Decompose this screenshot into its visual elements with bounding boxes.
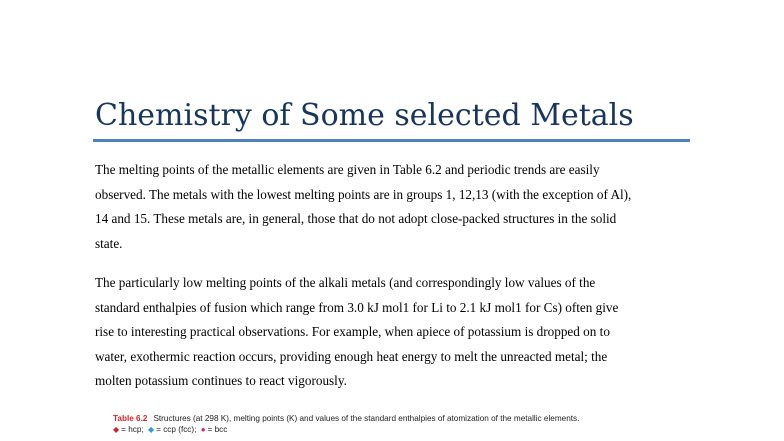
- table-caption-text: Structures (at 298 K), melting points (K) and values of the standard enthalpies of atomization of the metallic elements.: [153, 414, 580, 423]
- title-underline: [93, 139, 690, 142]
- paragraph-alkali-metals: [95, 271, 695, 394]
- paragraph-line: water, exothermic reaction occurs, providing enough heat energy to melt the unreacted metal; the: [95, 348, 608, 364]
- paragraph-line: rise to interesting practical observations. For example, when apiece of potassium is dropped on to: [95, 324, 610, 340]
- legend-text-bcc: = bcc: [207, 425, 228, 434]
- legend-text-ccp: = ccp (fcc);: [156, 425, 197, 434]
- legend-text-hcp: = hcp;: [121, 425, 144, 434]
- paragraph-line: observed. The metals with the lowest melting points are in groups 1, 12,13 (with the exception of Al),: [95, 186, 632, 202]
- paragraph-line: The melting points of the metallic elements are given in Table 6.2 and periodic trends are easily: [95, 162, 600, 177]
- paragraph-line: 14 and 15. These metals are, in general, those that do not adopt close-packed structures in the solid: [95, 211, 617, 227]
- paragraph-line: state.: [95, 235, 123, 251]
- table-caption: [113, 413, 579, 424]
- paragraph-line: The particularly low melting points of the alkali metals (and correspondingly low values of the: [95, 275, 596, 290]
- structure-legend: [113, 424, 229, 435]
- ccp-diamond-icon: ◆: [147, 425, 155, 434]
- paragraph-line: molten potassium continues to react vigorously.: [95, 373, 347, 389]
- hcp-diamond-icon: ◆: [113, 425, 120, 434]
- page-title: Chemistry of Some selected Metals: [95, 98, 634, 133]
- bcc-circle-icon: ●: [200, 425, 206, 434]
- paragraph-line: standard enthalpies of fusion which range from 3.0 kJ mol1 for Li to 2.1 kJ mol1 for Cs) often give: [95, 299, 619, 315]
- table-caption-label: Table 6.2: [113, 414, 148, 423]
- paragraph-melting-points: [95, 158, 695, 256]
